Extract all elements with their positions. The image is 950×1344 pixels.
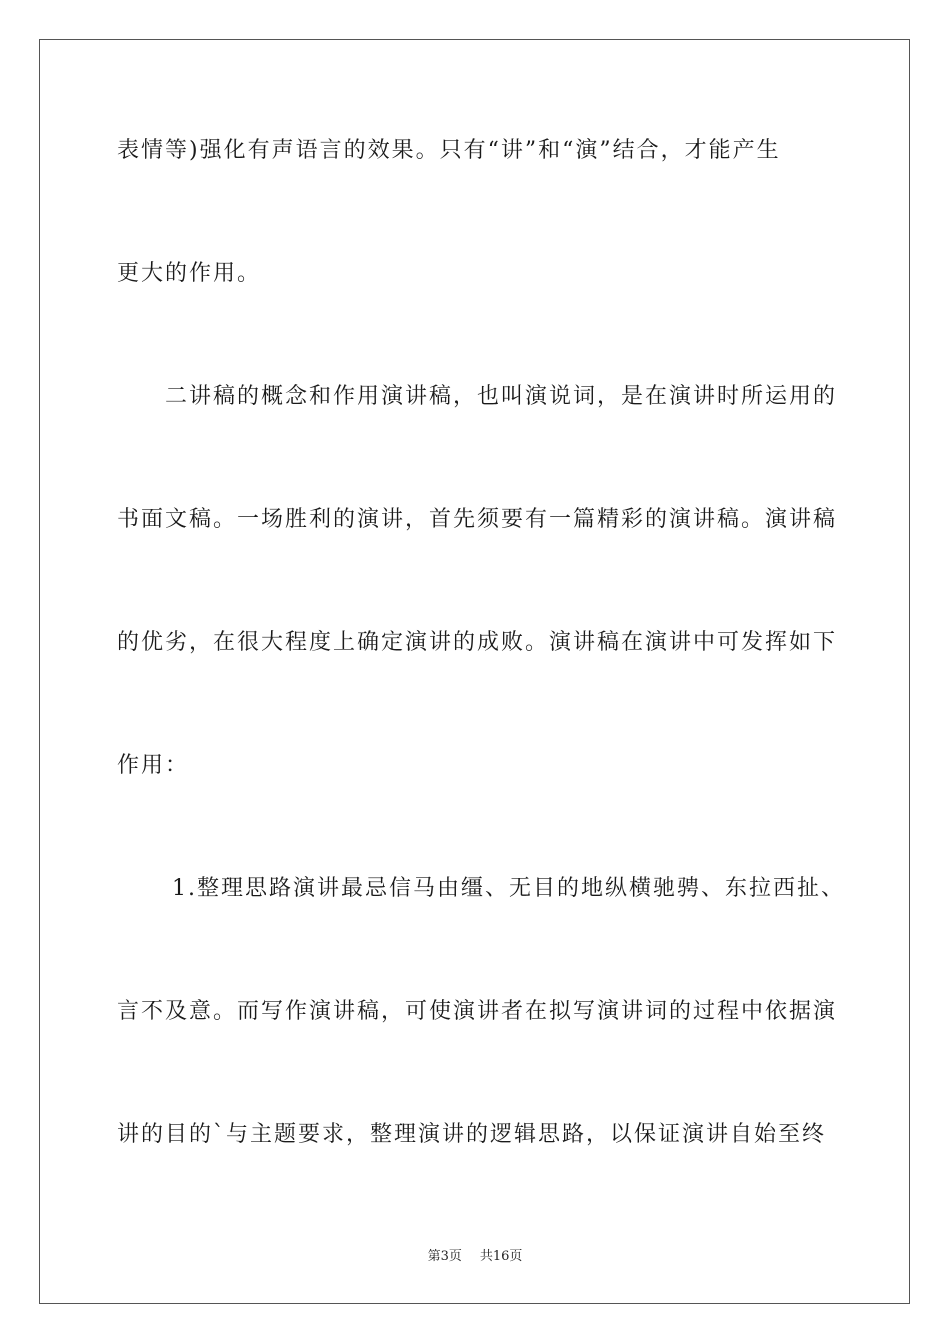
text-line-4: 书面文稿。一场胜利的演讲，首先须要有一篇精彩的演讲稿。演讲稿 [117, 507, 838, 532]
page-number: 第3页 [427, 1249, 462, 1264]
page-footer [0, 1249, 950, 1265]
text-line-9: 讲的目的`与主题要求，整理演讲的逻辑思路，以保证演讲自始至终 [117, 1122, 827, 1147]
text-line-7: 1.整理思路演讲最忌信马由缰、无目的地纵横驰骋、东拉西扯、 [172, 876, 845, 901]
text-line-5: 的优劣，在很大程度上确定演讲的成败。演讲稿在演讲中可发挥如下 [117, 630, 838, 655]
page-frame [39, 39, 910, 1304]
text-line-1: 表情等)强化有声语言的效果。只有“讲”和“演”结合，才能产生 [117, 138, 781, 163]
text-line-2: 更大的作用。 [117, 261, 262, 286]
page-total: 共16页 [479, 1249, 523, 1264]
text-line-6: 作用： [117, 753, 190, 778]
text-line-8: 言不及意。而写作演讲稿，可使演讲者在拟写演讲词的过程中依据演 [117, 999, 838, 1024]
text-line-3: 二讲稿的概念和作用演讲稿，也叫演说词，是在演讲时所运用的 [165, 384, 838, 409]
